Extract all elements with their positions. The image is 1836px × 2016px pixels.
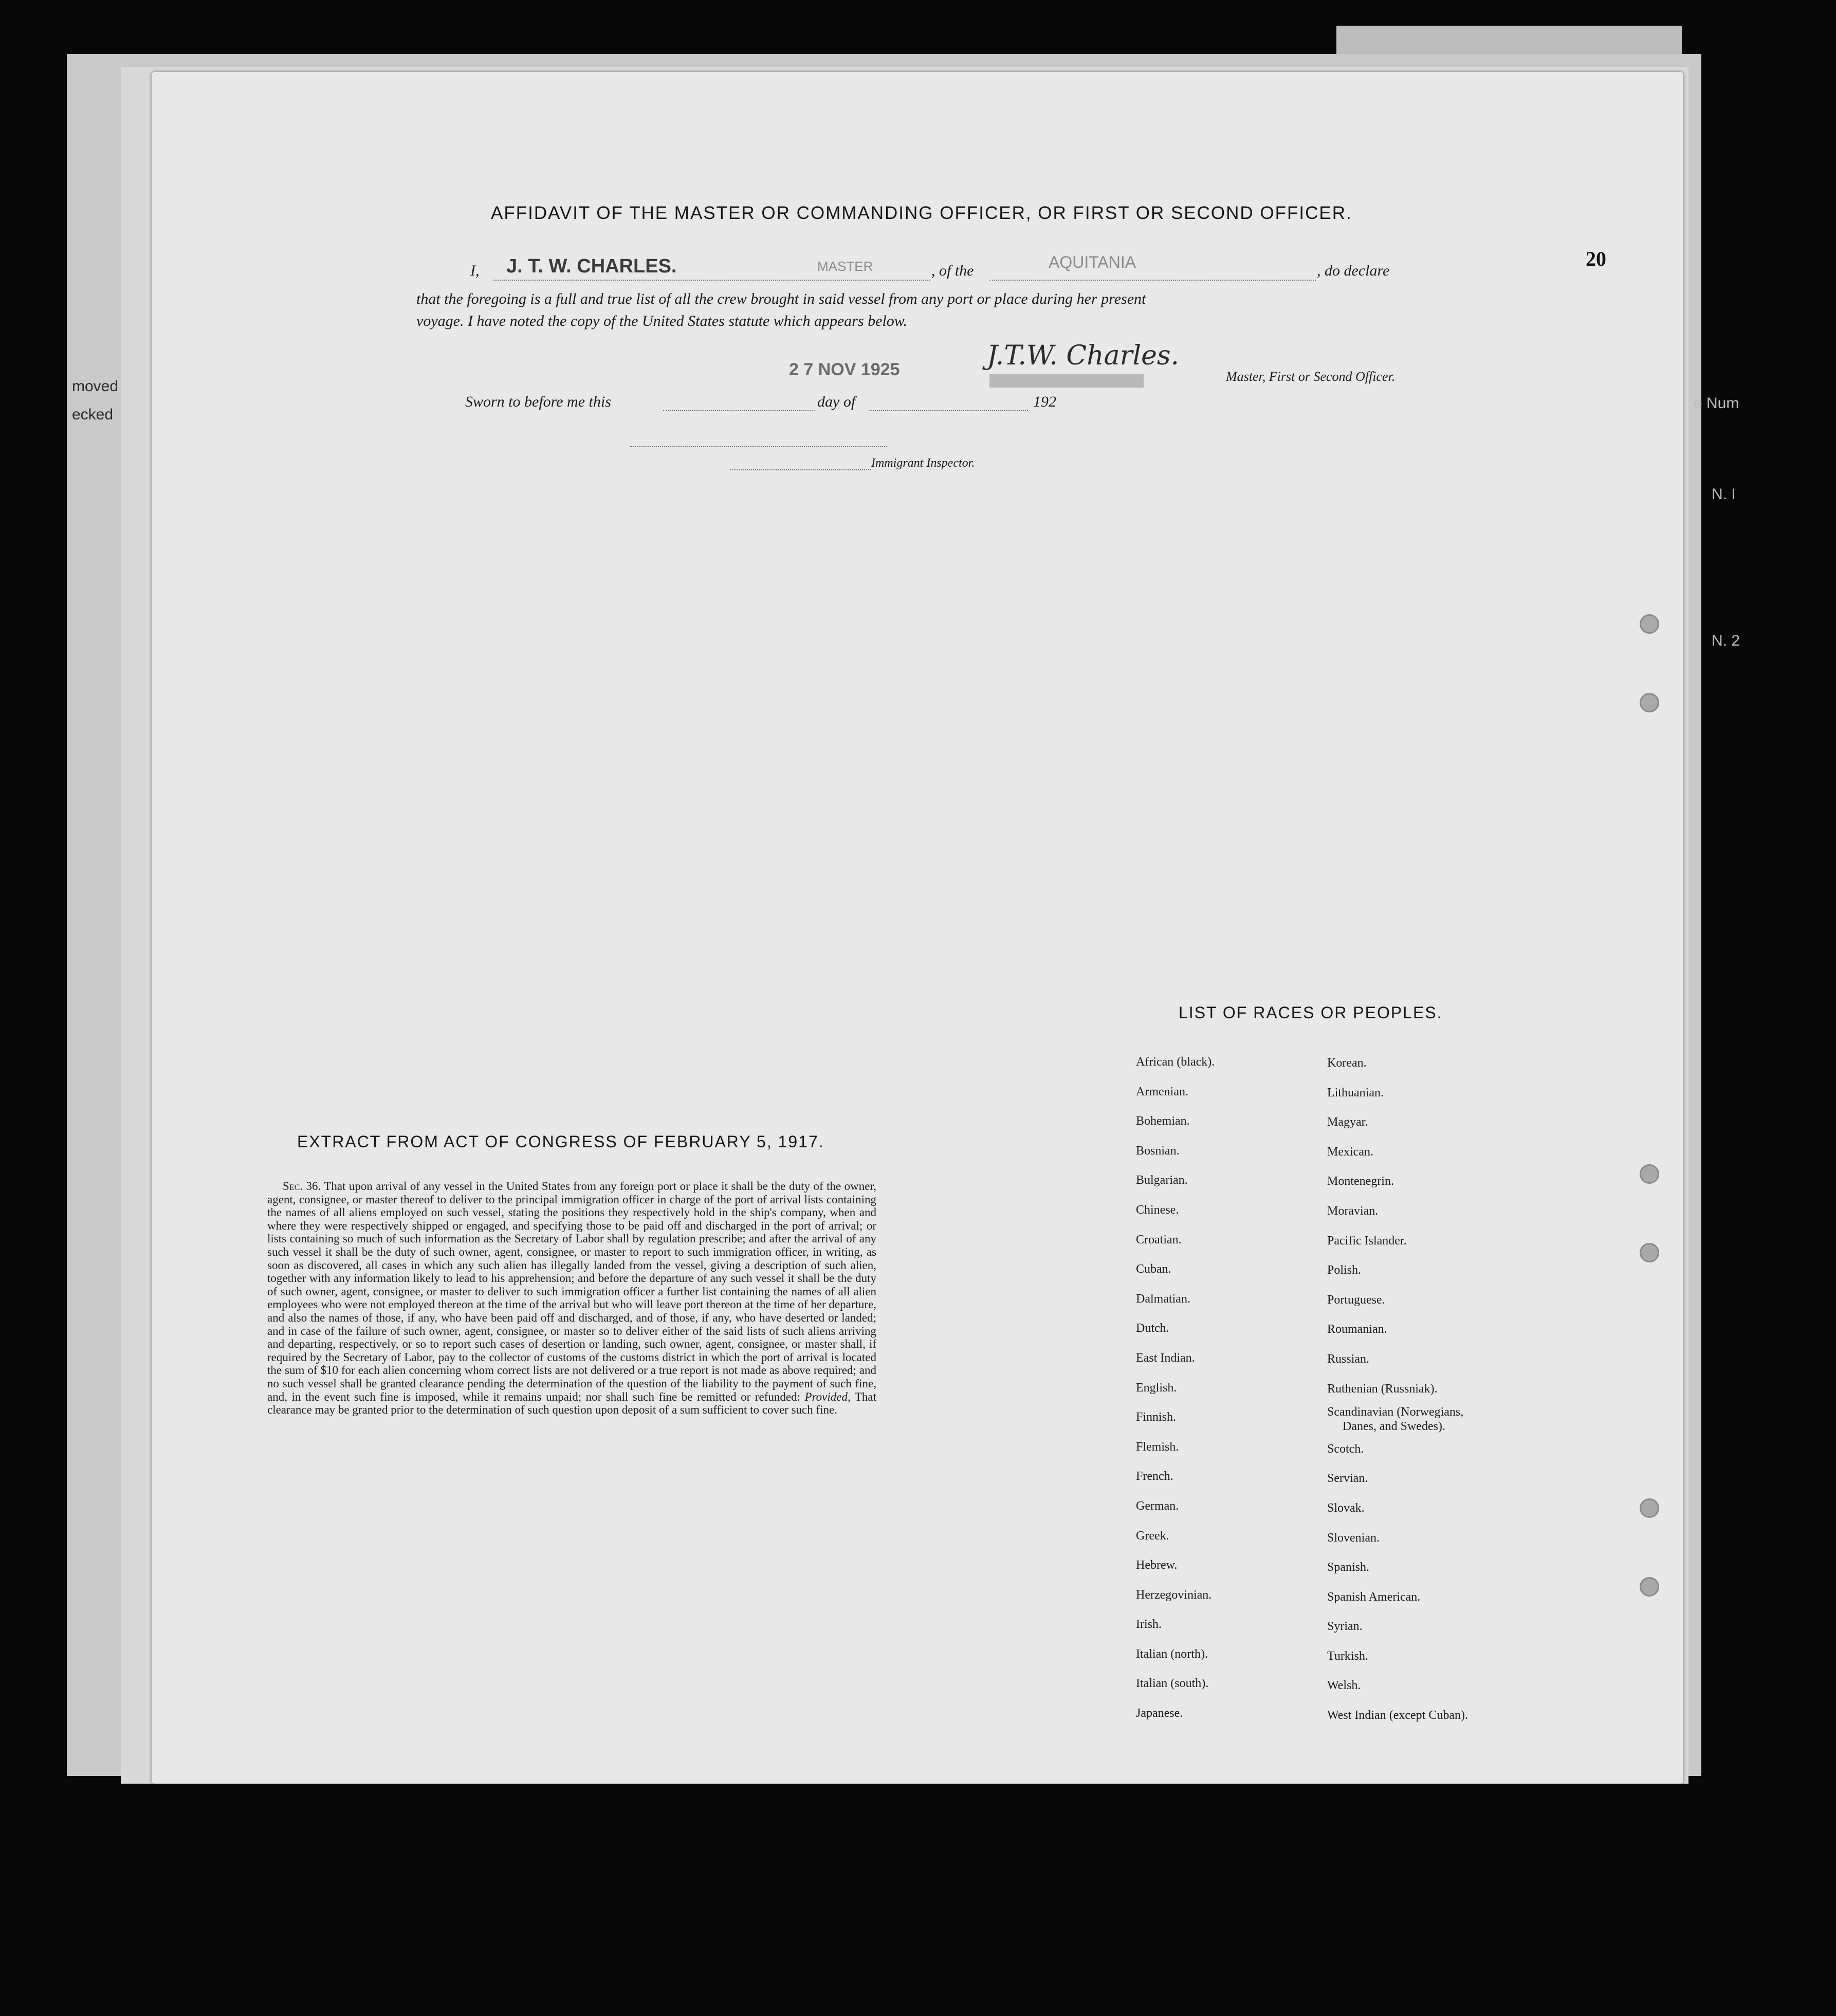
of-the-label: , of the [931, 262, 974, 279]
race-item: African (black). [1136, 1055, 1215, 1069]
left-edge-fragment: moved [72, 378, 119, 395]
vessel-name: AQUITANIA [1049, 253, 1136, 271]
right-edge-fragment: N. I [1712, 486, 1736, 503]
race-item: Flemish. [1136, 1440, 1179, 1454]
i-label: I, [470, 262, 480, 279]
race-item: Welsh. [1327, 1679, 1361, 1693]
extract-body: That upon arrival of any vessel in the United States from any foreign port or place it shall be the duty of the owner, agent, consignee, or master thereof to deliver to the principal immigration officer in charge of the port of arrival lists containing the names of all aliens employed on such vessel, stating the positions they respectively hold in the ship's company, when and where they were respectively shipped or engaged, and specifying those to be paid off and discharged in the port of arrival; or lists containing so much of such information as the Secretary of Labor shall by regulation prescribe; and after the arrival of any such vessel it shall be the duty of such owner, agent, consignee, or master to report to such immigration officer, in writing, as soon as discovered, all cases in which any such alien has illegally landed from the vessel, giving a description of such alien, together with any information likely to lead to his apprehension; and before the departure of any such vessel it shall be the duty of such owner, agent, consignee, or master to deliver to such immigration officer a further list containing the names of all alien employees who were not employed thereon at the time of the arrival but who will leave port thereon at the time of her departure, and also the names of those, if any, who have been paid off and discharged, and of those, if any, who have deserted or landed; and in case of the failure of such owner, agent, consignee, or master so to deliver either of the said lists of such aliens arriving and departing, respectively, or so to report such cases of desertion or landing, such owner, agent, consignee, or master shall, if required by the Secretary of Labor, pay to the collector of customs of the customs district in which the port of arrival is located the sum of $10 for each alien concerning whom correct lists are not delivered or a true report is not made as above required; and no such vessel shall be granted clearance pending the determination of the question of the liability to the payment of such fine, and, in the event such fine is imposed, while it remains unpaid; nor shall such fine be remitted or refunded: [267, 1180, 876, 1403]
race-item: Dutch. [1136, 1322, 1169, 1335]
race-item: English. [1136, 1381, 1177, 1395]
race-item: Spanish American. [1327, 1590, 1421, 1604]
race-item: Mexican. [1327, 1145, 1373, 1159]
master-signature: J.T.W. Charles. [987, 340, 1180, 371]
race-item: Italian (south). [1136, 1677, 1209, 1691]
race-item: Russian. [1327, 1352, 1370, 1366]
master-name: J. T. W. CHARLES. [506, 255, 677, 277]
year-label: 192 [1033, 393, 1056, 410]
right-edge-fragment: N. 2 [1712, 632, 1740, 649]
race-item: Greek. [1136, 1529, 1169, 1543]
race-item: Korean. [1327, 1056, 1367, 1070]
race-item: Irish. [1136, 1618, 1162, 1632]
punch-hole [1640, 693, 1659, 712]
vessel-line [989, 280, 1316, 281]
race-item: Polish. [1327, 1263, 1362, 1277]
extract-body-end: That clearance may be granted prior to the determination of such question upon deposit of a sum sufficient to cover such fine. [267, 1390, 876, 1417]
extract-heading: EXTRACT FROM ACT OF CONGRESS OF FEBRUARY 5, 1917. [297, 1132, 824, 1151]
race-item: French. [1136, 1470, 1173, 1483]
race-item: Bosnian. [1136, 1144, 1180, 1158]
race-item: Chinese. [1136, 1203, 1179, 1217]
race-item: Armenian. [1136, 1085, 1188, 1098]
race-item: Pacific Islander. [1327, 1234, 1407, 1248]
race-item: Scotch. [1327, 1442, 1364, 1456]
race-item-continued: Danes, and Swedes). [1343, 1420, 1445, 1434]
races-column-2 [1327, 1049, 1468, 1731]
punch-hole [1640, 1498, 1659, 1518]
race-item: Syrian. [1327, 1620, 1363, 1634]
rubber-stamp-smudge [989, 374, 1144, 388]
race-item-scandinavian [1327, 1404, 1468, 1435]
name-line [493, 280, 930, 281]
right-edge-fragment: e Num [1694, 395, 1739, 412]
section-label: Sec. 36. [283, 1180, 321, 1193]
race-item: Herzegovinian. [1136, 1588, 1212, 1602]
race-item: Croatian. [1136, 1233, 1182, 1247]
extract-text [267, 1180, 876, 1417]
race-item: Italian (north). [1136, 1647, 1208, 1661]
affidavit-line-2: that the foregoing is a full and true list of all the crew brought in said vessel from any port or place during her present [416, 290, 1146, 307]
punch-hole [1640, 614, 1659, 634]
inspector-line [730, 469, 871, 470]
race-item: Montenegrin. [1327, 1175, 1394, 1188]
page-number: 20 [1586, 247, 1606, 270]
race-item: West Indian (except Cuban). [1327, 1709, 1468, 1722]
race-item: Roumanian. [1327, 1323, 1387, 1336]
punch-hole [1640, 1164, 1659, 1184]
proviso-label: Provided, [804, 1390, 851, 1403]
race-item: Dalmatian. [1136, 1292, 1190, 1306]
inspector-signature-line [630, 446, 887, 447]
race-item: Japanese. [1136, 1707, 1183, 1720]
sworn-label: Sworn to before me this [465, 393, 611, 410]
races-heading: LIST OF RACES OR PEOPLES. [1179, 1003, 1443, 1022]
race-item: Spanish. [1327, 1561, 1370, 1574]
affidavit-line-3: voyage. I have noted the copy of the United States statute which appears below. [416, 313, 908, 329]
race-item: Cuban. [1136, 1262, 1171, 1276]
inspector-label: Immigrant Inspector. [871, 456, 975, 470]
race-item: Bulgarian. [1136, 1174, 1188, 1187]
race-item: East Indian. [1136, 1351, 1195, 1365]
race-item: Portuguese. [1327, 1293, 1385, 1307]
race-item: Finnish. [1136, 1410, 1177, 1424]
punch-hole [1640, 1577, 1659, 1597]
race-item: Ruthenian (Russniak). [1327, 1382, 1438, 1396]
race-item: Turkish. [1327, 1649, 1368, 1663]
declare-label: , do declare [1317, 262, 1390, 279]
race-item: Magyar. [1327, 1115, 1368, 1129]
races-column-1 [1136, 1048, 1215, 1729]
day-line [663, 410, 815, 411]
left-edge-fragment: ecked [72, 406, 114, 423]
race-item: Scandinavian (Norwegians, [1327, 1405, 1464, 1419]
date-stamp: 2 7 NOV 1925 [789, 360, 900, 379]
race-item: Hebrew. [1136, 1559, 1178, 1572]
race-item: Moravian. [1327, 1204, 1379, 1218]
affidavit-heading: AFFIDAVIT OF THE MASTER OR COMMANDING OFFICER, OR FIRST OR SECOND OFFICER. [491, 203, 1352, 223]
race-item: Lithuanian. [1327, 1086, 1384, 1099]
month-line [869, 410, 1028, 411]
punch-hole [1640, 1243, 1659, 1262]
race-item: Slovak. [1327, 1501, 1365, 1515]
race-item: Slovenian. [1327, 1531, 1380, 1545]
race-item: Bohemian. [1136, 1114, 1190, 1128]
race-item: Servian. [1327, 1472, 1368, 1486]
master-label: Master, First or Second Officer. [1226, 369, 1396, 384]
day-of-label: day of [817, 393, 856, 410]
race-item: German. [1136, 1499, 1179, 1513]
officer-rank: MASTER [817, 259, 873, 274]
